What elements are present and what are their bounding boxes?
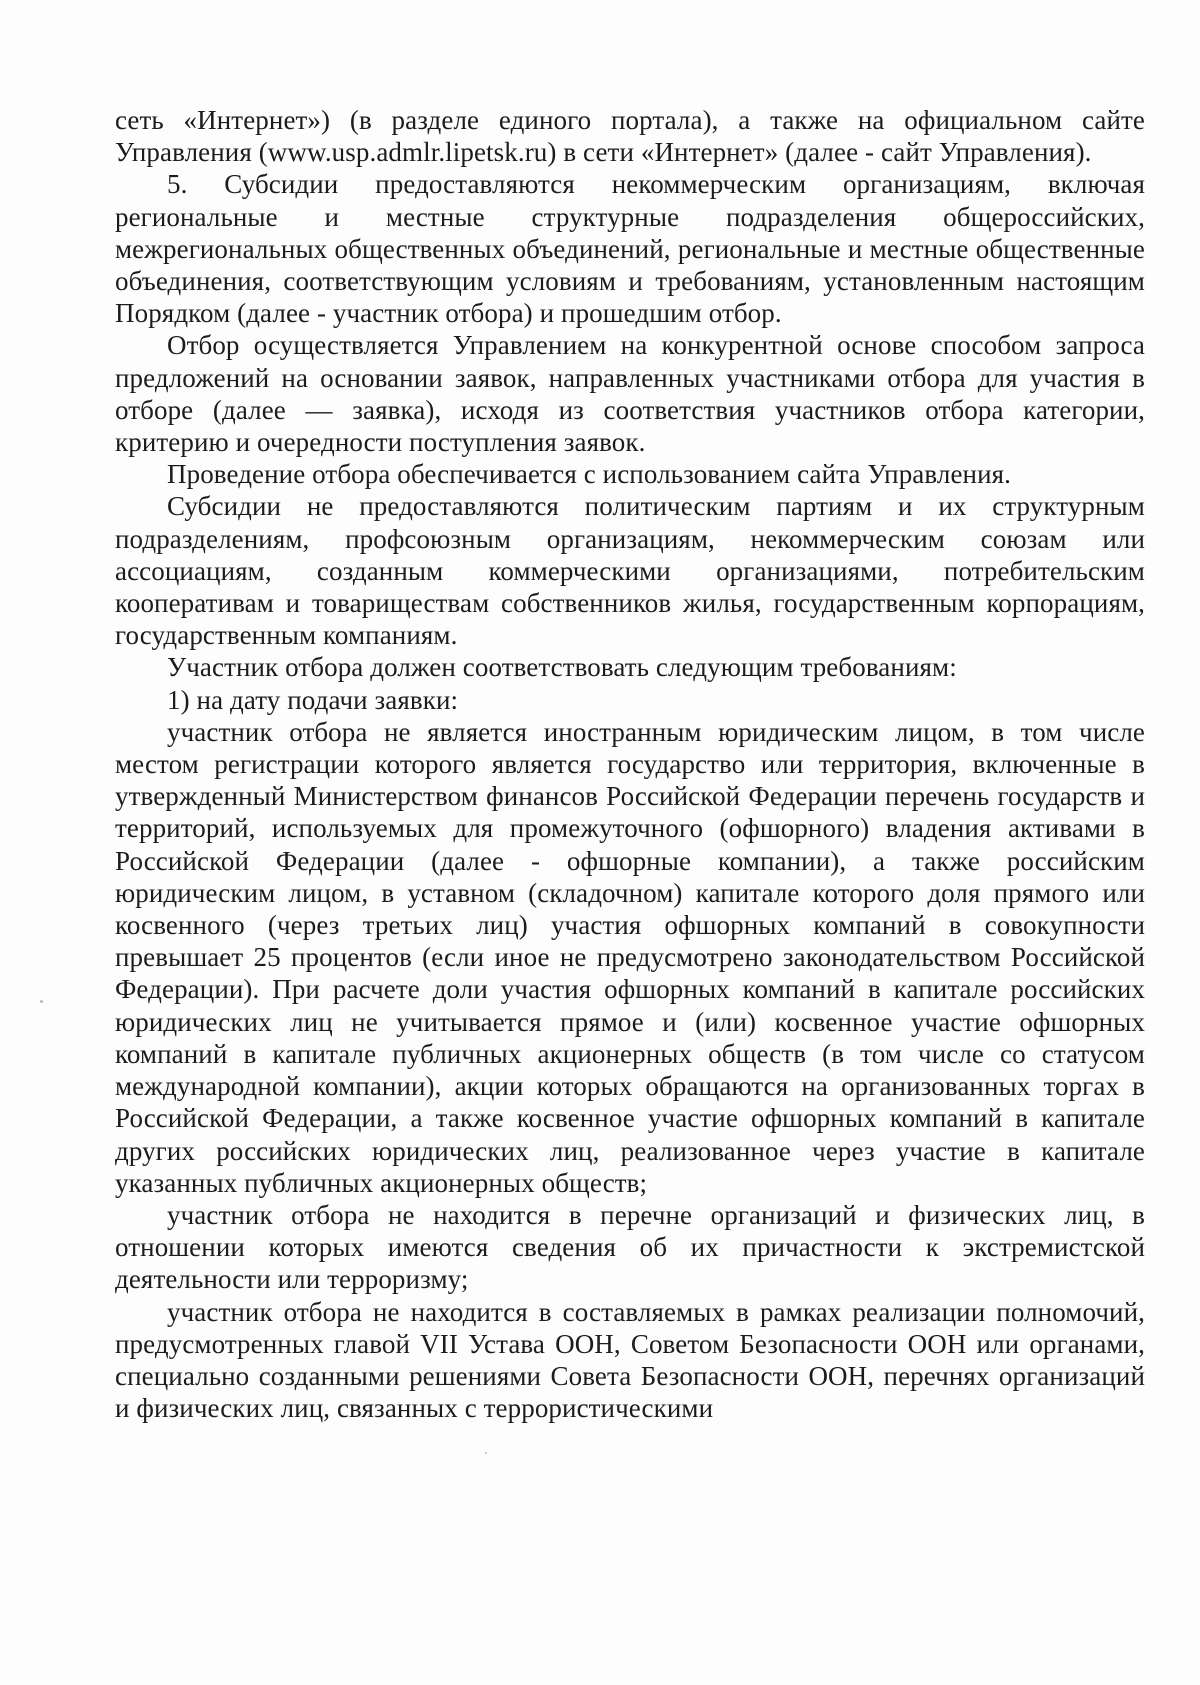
paragraph-offshore-requirement: участник отбора не является иностранным юридическим лицом, в том числе местом регистрации которого является государство или территория, включенные в утвержденный Министерством финансов Российской Федерации перечень государств и территорий, используемых для промежуточного (офшорного) владения активами в Российской Федерации (далее - офшорные компании), а также российским юридическим лицом, в уставном (складочном) капитале которого доля прямого или косвенного (через третьих лиц) участия офшорных компаний в совокупности превышает 25 процентов (если иное не предусмотрено законодательством Российской Федерации). При расчете доли участия офшорных компаний в капитале российских юридических лиц не учитывается прямое и (или) косвенное участие офшорных компаний в капитале публичных акционерных обществ (в том числе со статусом международной компании), акции которых обращаются на организованных торгах в Российской Федерации, а также косвенное участие офшорных компаний в капитале других российских юридических лиц, реализованное через участие в капитале указанных публичных акционерных обществ; [115, 716, 1145, 1198]
paragraph-selection-method: Отбор осуществляется Управлением на конкурентной основе способом запроса предложений на основании заявок, направленных участниками отбора для участия в отборе (далее — заявка), исходя из соответствия участников отбора категории, критерию и очередности поступления заявок. [115, 330, 1145, 458]
paragraph-un-requirement: участник отбора не находится в составляемых в рамках реализации полномочий, предусмотренных главой VII Устава ООН, Советом Безопасности ООН или органами, специально созданными решениями Совета Безопасности ООН, перечнях организаций и физических лиц, связанных с террористическими [115, 1296, 1145, 1424]
document-body [115, 104, 1145, 1424]
scan-speck [40, 1000, 43, 1003]
paragraph-requirements-intro: Участник отбора должен соответствовать следующим требованиям: [167, 652, 957, 683]
paragraph-exclusions: Субсидии не предоставляются политическим партиям и их структурным подразделениям, профсоюзным организациям, некоммерческим союзам или ассоциациям, созданным коммерческими организациями, потребительским кооперативам и товариществам собственников жилья, государственным корпорациям, государственным компаниям. [115, 491, 1145, 651]
paragraph-requirement-date: 1) на дату подачи заявки: [167, 684, 459, 715]
paragraph-item-5: 5. Субсидии предоставляются некоммерческим организациям, включая региональные и местные структурные подразделения общероссийских, межрегиональных общественных объединений, региональные и местные общественные объединения, соответствующим условиям и требованиям, установленным настоящим Порядком (далее - участник отбора) и прошедшим отбор. [115, 169, 1145, 329]
paragraph-continuation: сеть «Интернет») (в разделе единого портала), а также на официальном сайте Управления (www.usp.admlr.lipetsk.ru) в сети «Интернет» (далее - сайт Управления). [115, 105, 1145, 168]
paragraph-selection-site: Проведение отбора обеспечивается с использованием сайта Управления. [167, 459, 1011, 490]
scan-speck [485, 1452, 487, 1454]
paragraph-extremism-requirement: участник отбора не находится в перечне организаций и физических лиц, в отношении которых имеются сведения об их причастности к экстремистской деятельности или терроризму; [115, 1199, 1145, 1295]
